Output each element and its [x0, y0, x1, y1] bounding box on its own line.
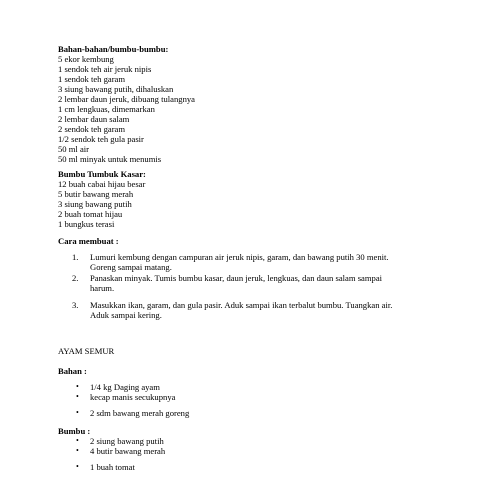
bullet-icon: •	[76, 436, 79, 445]
spice-item: 5 butir bawang merah	[58, 189, 134, 199]
bullet-icon: •	[76, 382, 79, 391]
spice-heading: Bumbu Tumbuk Kasar:	[58, 169, 146, 179]
step-text: harum.	[90, 283, 115, 293]
ingredient-item: 1 cm lengkuas, dimemarkan	[58, 104, 155, 114]
ingredient-item: 50 ml air	[58, 144, 90, 154]
ingredient-item: 2 lembar daun salam	[58, 114, 130, 124]
spice-item: 1 bungkus terasi	[58, 219, 115, 229]
ingredient-item: 5 ekor kembung	[58, 54, 114, 64]
bullet-icon: •	[76, 462, 79, 471]
step-text: Masukkan ikan, garam, dan gula pasir. Aduk sampai ikan terbalut bumbu. Tuangkan air.	[90, 300, 393, 310]
step-number: 1.	[72, 252, 79, 262]
recipe-title: AYAM SEMUR	[58, 346, 115, 356]
spice-item: 4 butir bawang merah	[90, 446, 166, 456]
step-text: Lumuri kembung dengan campuran air jeruk nipis, garam, dan bawang putih 30 menit.	[90, 252, 389, 262]
bullet-icon: •	[76, 446, 79, 455]
spice-item: 2 siung bawang putih	[90, 436, 164, 446]
ingredient-item: 1/2 sendok teh gula pasir	[58, 134, 144, 144]
spice-item: 1 buah tomat	[90, 462, 135, 472]
step-text: Aduk sampai kering.	[90, 310, 162, 320]
spice-item: 2 buah tomat hijau	[58, 209, 123, 219]
step-text: Panaskan minyak. Tumis bumbu kasar, daun jeruk, lengkuas, dan daun salam sampai	[90, 273, 383, 283]
ingredient-item: 2 sendok teh garam	[58, 124, 126, 134]
ingredients-heading: Bahan-bahan/bumbu-bumbu:	[58, 44, 169, 54]
step-text: Goreng sampai matang.	[90, 262, 172, 272]
spice-item: 3 siung bawang putih	[58, 199, 132, 209]
ingredient-item: 2 sdm bawang merah goreng	[90, 408, 190, 418]
ingredients-heading: Bahan :	[58, 366, 87, 376]
ingredient-item: 50 ml minyak untuk menumis	[58, 154, 162, 164]
ingredient-item: kecap manis secukupnya	[90, 392, 176, 402]
method-heading: Cara membuat :	[58, 236, 119, 246]
ingredient-item: 3 siung bawang putih, dihaluskan	[58, 84, 174, 94]
spice-item: 12 buah cabai hijau besar	[58, 179, 146, 189]
ingredient-item: 2 lembar daun jeruk, dibuang tulangnya	[58, 94, 195, 104]
bullet-icon: •	[76, 392, 79, 401]
ingredient-item: 1/4 kg Daging ayam	[90, 382, 160, 392]
ingredient-item: 1 sendok teh air jeruk nipis	[58, 64, 152, 74]
step-number: 3.	[72, 300, 79, 310]
bullet-icon: •	[76, 408, 79, 417]
ingredient-item: 1 sendok teh garam	[58, 74, 126, 84]
step-number: 2.	[72, 273, 79, 283]
spice-heading: Bumbu :	[58, 426, 91, 436]
